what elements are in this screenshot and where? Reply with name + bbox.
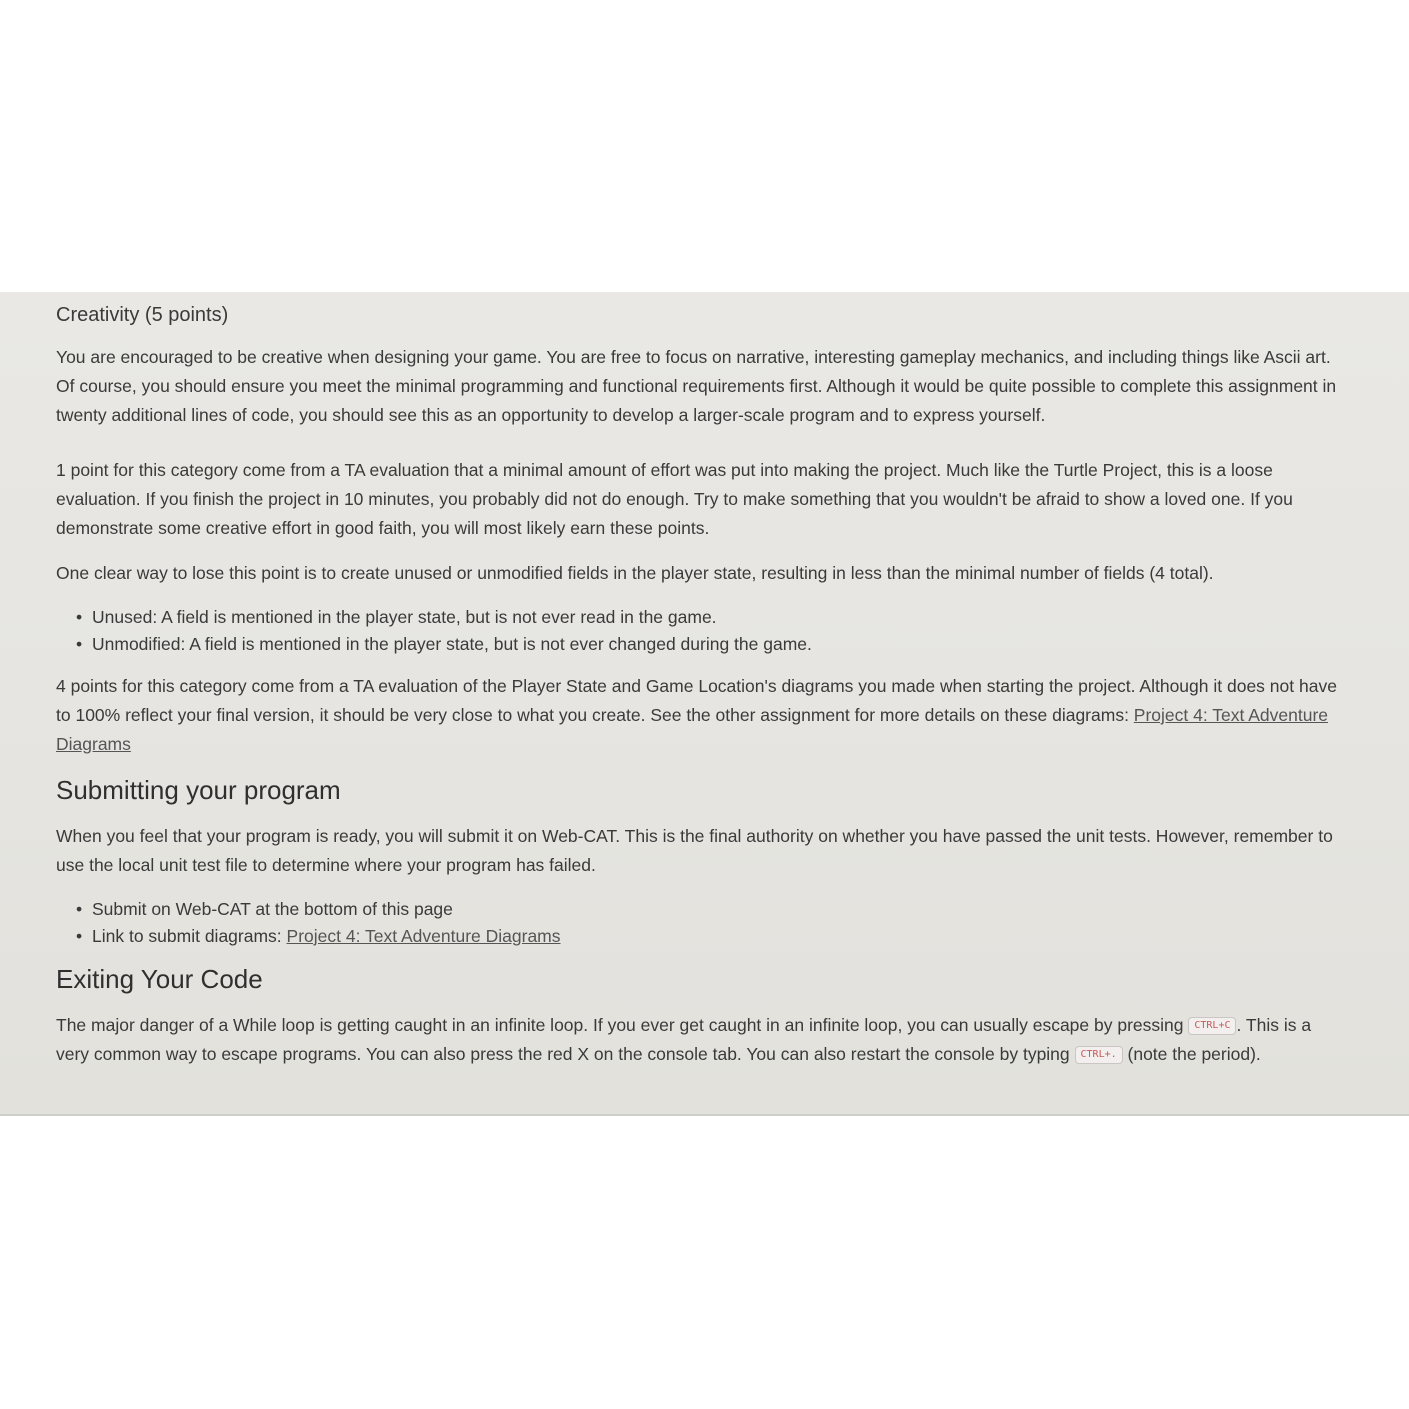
creativity-paragraph-4-text: 4 points for this category come from a TA evaluation of the Player State and Game Location's diagrams you made when starting the project. Although it does not have to 100% reflect your final version, it should be very close to what you create. See the other assignment for more details on these diagrams: — [56, 676, 1337, 725]
submit-diagrams-link[interactable]: Project 4: Text Adventure Diagrams — [286, 926, 561, 946]
list-item-submit-webcat: • Submit on Web-CAT at the bottom of this page — [92, 896, 1346, 923]
diagrams-link[interactable]: Project 4: Text Adventure Diagrams — [56, 705, 1329, 754]
ctrl-period-key-badge: CTRL+. — [1075, 1046, 1123, 1064]
submitting-heading: Submitting your program — [56, 775, 341, 805]
submit-diagrams-label: Link to submit diagrams: — [92, 926, 287, 946]
assignment-content — [56, 304, 1346, 1085]
list-item-unused: • Unused: A field is mentioned in the player state, but is not ever read in the game. — [92, 604, 1346, 631]
creativity-paragraph-2: 1 point for this category come from a TA evaluation that a minimal amount of effort was put into making the project. Much like the Turtle Project, this is a loose evaluation. If you finish the project in 10 minutes, you probably did not do enough. Try to make something that you wouldn't be afraid to show a loved one. If you demonstrate some creative effort in good faith, you will most likely earn these points. — [56, 460, 1293, 538]
creativity-paragraph-1: You are encouraged to be creative when designing your game. You are free to focus on narrative, interesting gameplay mechanics, and including things like Ascii art. Of course, you should ensure you meet the minimal programming and functional requirements first. Although it would be quite possible to complete this assignment in twenty additional lines of code, you should see this as an opportunity to develop a larger-scale program and to express yourself. — [56, 347, 1337, 425]
exiting-paragraph — [56, 1011, 1346, 1069]
creativity-paragraph-4 — [56, 672, 1346, 759]
document-photo — [0, 292, 1409, 1116]
exiting-text-3: (note the period). — [1122, 1044, 1261, 1064]
exiting-text-1: The major danger of a While loop is getting caught in an infinite loop. If you ever get caught in an infinite loop, you can usually escape by pressing — [56, 1015, 1189, 1035]
submit-list — [56, 896, 1346, 950]
creativity-paragraph-3: One clear way to lose this point is to create unused or unmodified fields in the player state, resulting in less than the minimal number of fields (4 total). — [56, 563, 1214, 583]
list-item-unmodified: • Unmodified: A field is mentioned in the player state, but is not ever changed during the game. — [92, 631, 1346, 658]
field-rules-list — [56, 604, 1346, 658]
exiting-text-2: . This is a very common way to escape programs. You can also press the red X on the console tab. You can also restart the console by typing — [56, 1015, 1312, 1064]
exiting-heading: Exiting Your Code — [56, 964, 263, 994]
submitting-paragraph: When you feel that your program is ready, you will submit it on Web-CAT. This is the final authority on whether you have passed the unit tests. However, remember to use the local unit test file to determine where your program has failed. — [56, 826, 1333, 875]
ctrl-c-key-badge: CTRL+C — [1188, 1017, 1236, 1035]
creativity-heading: Creativity (5 points) — [56, 304, 229, 326]
list-item-submit-diagrams — [92, 923, 1346, 950]
